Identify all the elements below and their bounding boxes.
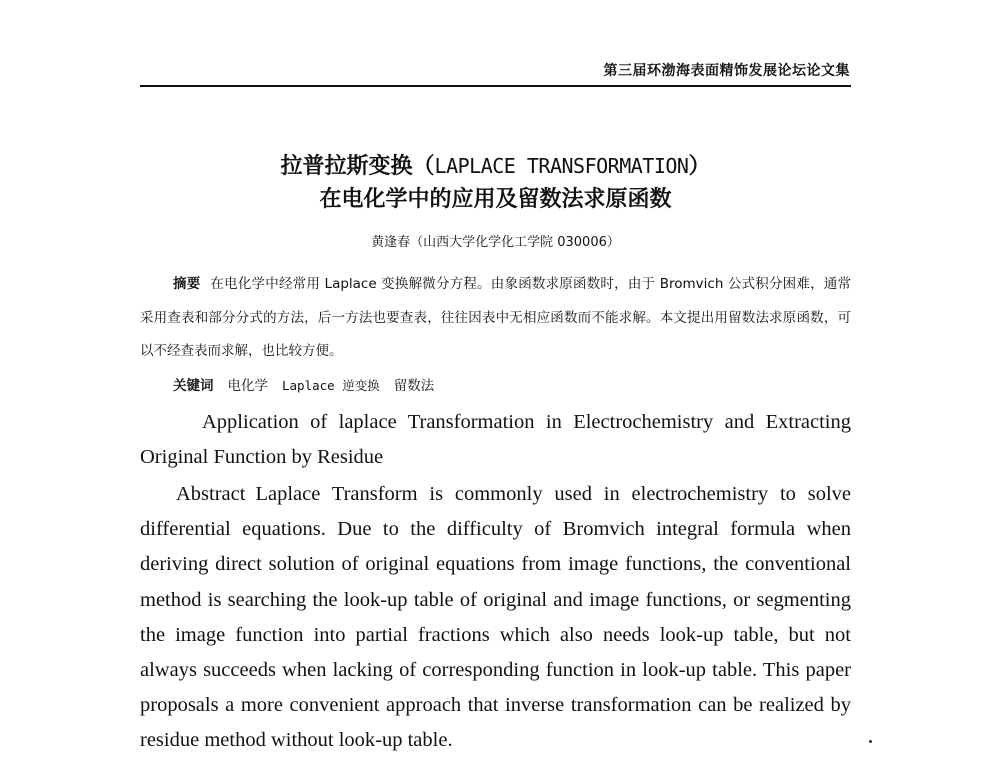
- scan-dot: [869, 740, 872, 743]
- abstract-cn-text: 在电化学中经常用 Laplace 变换解微分方程。由象函数求原函数时，由于 Bromvich 公式积分困难，通常采用查表和部分分式的方法，后一方法也要查表，往往因表中无相应函数而不能求解。本文提出用留数法求原函数，可以不经查表而求解，也比较方便。: [140, 276, 851, 359]
- abstract-cn: [140, 268, 851, 369]
- header-rule: [140, 85, 851, 87]
- title-line-2: 在电化学中的应用及留数法求原函数: [319, 186, 672, 212]
- english-title-line-1: Application of laplace Transformation in Electrochemistry and Extracting: [202, 411, 851, 433]
- keywords: [173, 374, 448, 394]
- keyword-item: 电化学: [227, 378, 268, 394]
- english-title-line-2: Original Function by Residue: [140, 446, 384, 468]
- abstract-en-label: Abstract: [176, 483, 246, 505]
- english-title: [140, 405, 851, 475]
- abstract-en-text: Laplace Transform is commonly used in electrochemistry to solve differential equations. Due to the difficulty of Bromvich integral formula when deriving direct solution of original equations from image functions, the conventional method is searching the look-up table of original and image functions, or segmenting the image function into partial fractions which also needs look-up table, but not always succeeds when lacking of corresponding function in look-up table. This paper proposals a more convenient approach that inverse transformation can be realized by residue method without look-up table.: [140, 483, 851, 752]
- keyword-item: Laplace 逆变换: [282, 378, 380, 393]
- title-line-1-cn: 拉普拉斯变换（: [280, 153, 435, 179]
- title-block: [140, 150, 851, 216]
- title-line-1-en: LAPLACE TRANSFORMATION: [434, 154, 689, 178]
- keyword-item: 留数法: [393, 378, 435, 394]
- abstract-cn-label: 摘要: [173, 276, 201, 292]
- title-line-1-end: ）: [688, 153, 711, 179]
- author-affiliation: 黄逢春（山西大学化学化工学院 030006）: [371, 235, 620, 250]
- running-header: 第三届环渤海表面精饰发展论坛论文集: [603, 63, 850, 79]
- abstract-en: [140, 477, 851, 759]
- keywords-label: 关键词: [173, 378, 214, 394]
- title-line-1: [140, 150, 851, 183]
